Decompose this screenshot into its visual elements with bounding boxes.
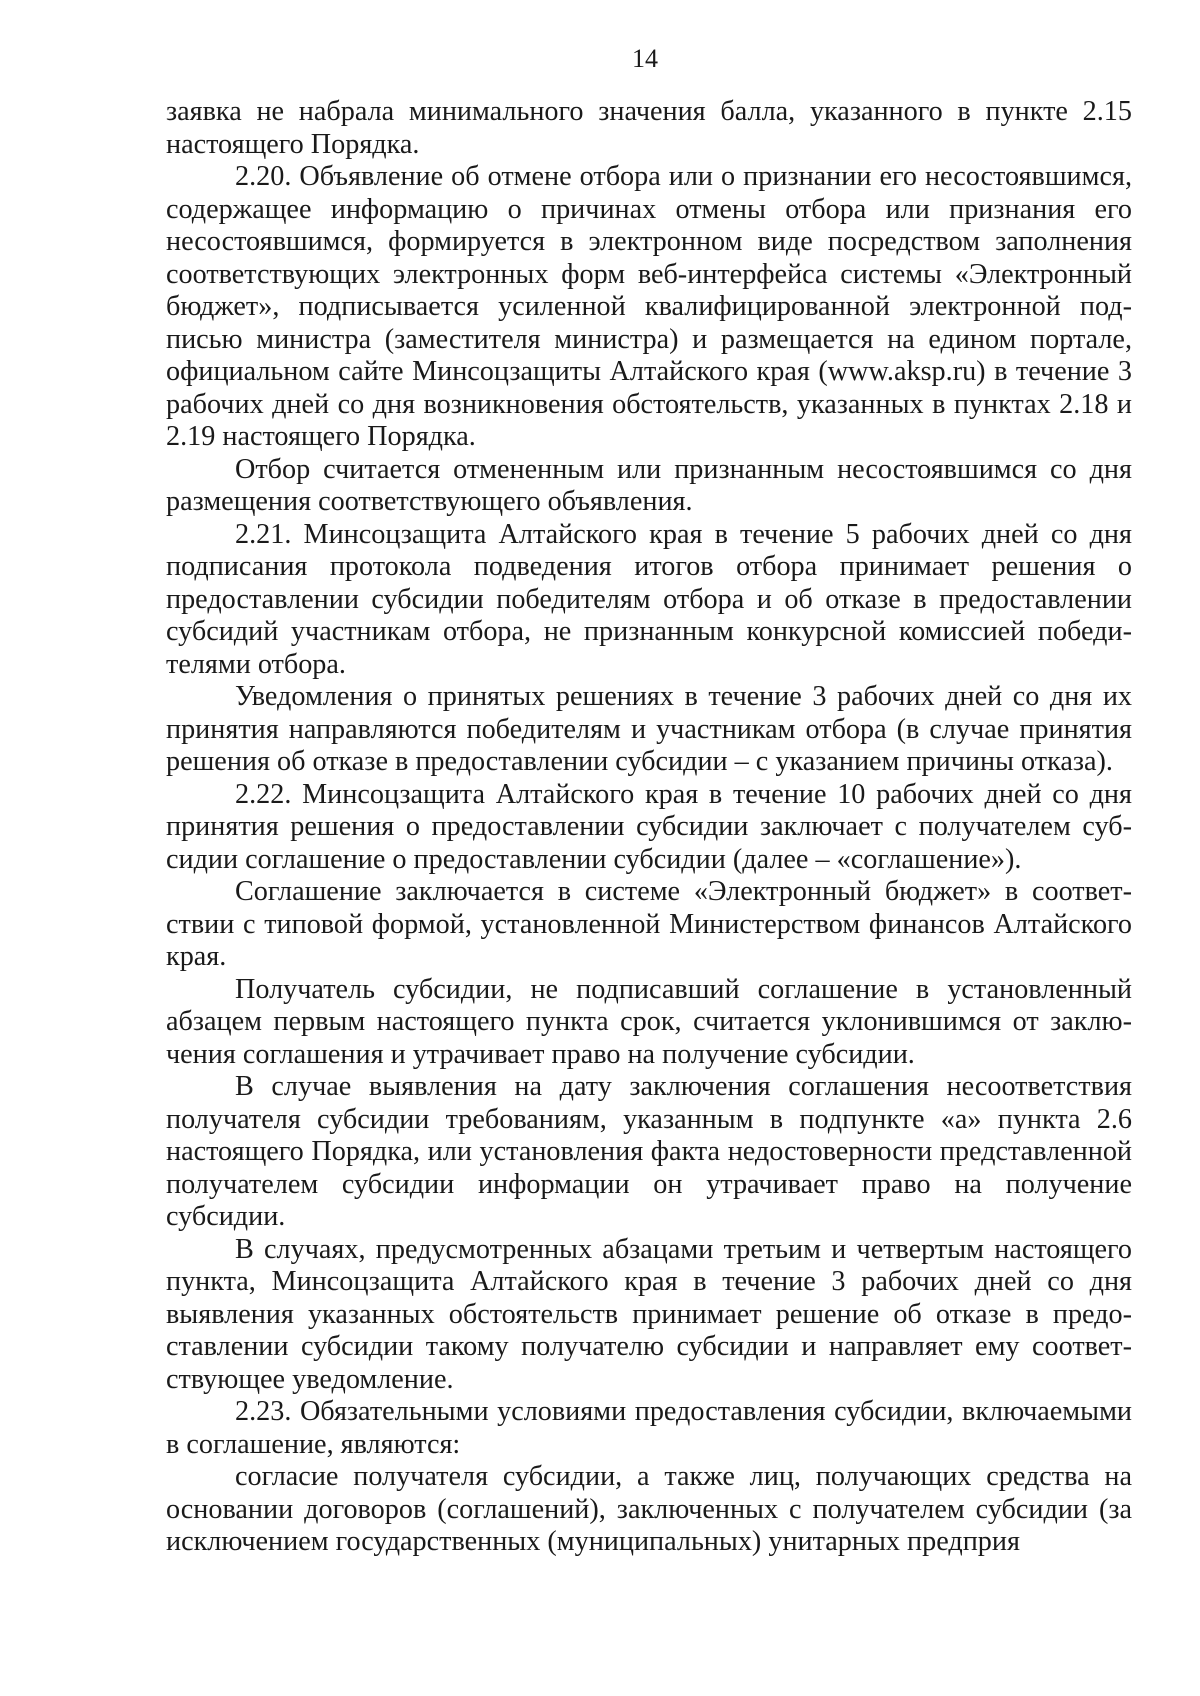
paragraph-2-23-consent: согласие получателя субсидии, а также лиц, получающих средства на основании договоров (соглашений), заключенных с получателем субсидии (за исключением государственных (муниципальных) унитарных предприя [166,1461,1132,1557]
page-number: 14 [632,44,658,73]
paragraph-2-22-agreement-system: Соглашение заключается в системе «Электронный бюджет» в соответствии с типовой формой, установленной Министерством финансов Алтайского края. [166,876,1132,972]
paragraph-continuation: заявка не набрала минимального значения балла, указанного в пункте 2.15 настоящего Порядка. [166,96,1132,160]
paragraph-2-20-cancellation: Отбор считается отмененным или признанным несостоявшимся со дня размещения соответствующего объявления. [166,453,1132,517]
paragraph-2-22-refusal: В случаях, предусмотренных абзацами третьим и четвертым настоящего пункта, Минсоцзащита Алтайского края в течение 3 рабочих дней со дня выявления указанных обстоятельств принимает решение об отказе в предоставлении субсидии такому получателю субсидии и направляет ему соответствующее уведомление. [166,1233,1132,1395]
paragraph-2-20: 2.20. Объявление об отмене отбора или о признании его несостоявшимся, содержащее информацию о причинах отмены отбора или признания его несостоявшимся, формируется в электронном виде посредством заполнения соответствующих электронных форм веб-интерфейса системы «Электронный бюджет», подписывается усиленной квалифицированной электронной подписью министра (заместителя министра) и размещается на едином портале, официальном сайте Минсоцзащиты Алтайского края (www.aksp.ru) в течение 3 рабочих дней со дня возникновения обстоятельств, указанных в пунктах 2.18 и 2.19 настоящего Порядка. [166,161,1132,452]
paragraph-2-21: 2.21. Минсоцзащита Алтайского края в течение 5 рабочих дней со дня подписания протокола подведения итогов отбора принимает решения о предоставлении субсидии победителям отбора и об отказе в предоставлении субсидий участникам отбора, не признанным конкурсной комиссией победителями отбора. [166,518,1132,680]
paragraph-2-22: 2.22. Минсоцзащита Алтайского края в течение 10 рабочих дней со дня принятия решения о предоставлении субсидии заключает с получателем субсидии соглашение о предоставлении субсидии (далее – «соглашение»). [166,778,1132,875]
paragraph-2-23: 2.23. Обязательными условиями предоставления субсидии, включаемыми в соглашение, являются: [166,1396,1132,1460]
paragraph-2-21-notifications: Уведомления о принятых решениях в течение 3 рабочих дней со дня их принятия направляются победителям и участникам отбора (в случае принятия решения об отказе в предоставлении субсидии – с указанием причины отказа). [166,681,1132,777]
paragraph-2-22-noncompliance: В случае выявления на дату заключения соглашения несоответствия получателя субсидии требованиям, указанным в подпункте «а» пункта 2.6 настоящего Порядка, или установления факта недостоверности представленной получателем субсидии информации он утрачивает право на получение субсидии. [166,1071,1132,1232]
paragraph-2-22-evasion: Получатель субсидии, не подписавший соглашение в установленный абзацем первым настоящего пункта срок, считается уклонившимся от заключения соглашения и утрачивает право на получение субсидии. [166,973,1132,1070]
document-body [166,96,1132,1559]
